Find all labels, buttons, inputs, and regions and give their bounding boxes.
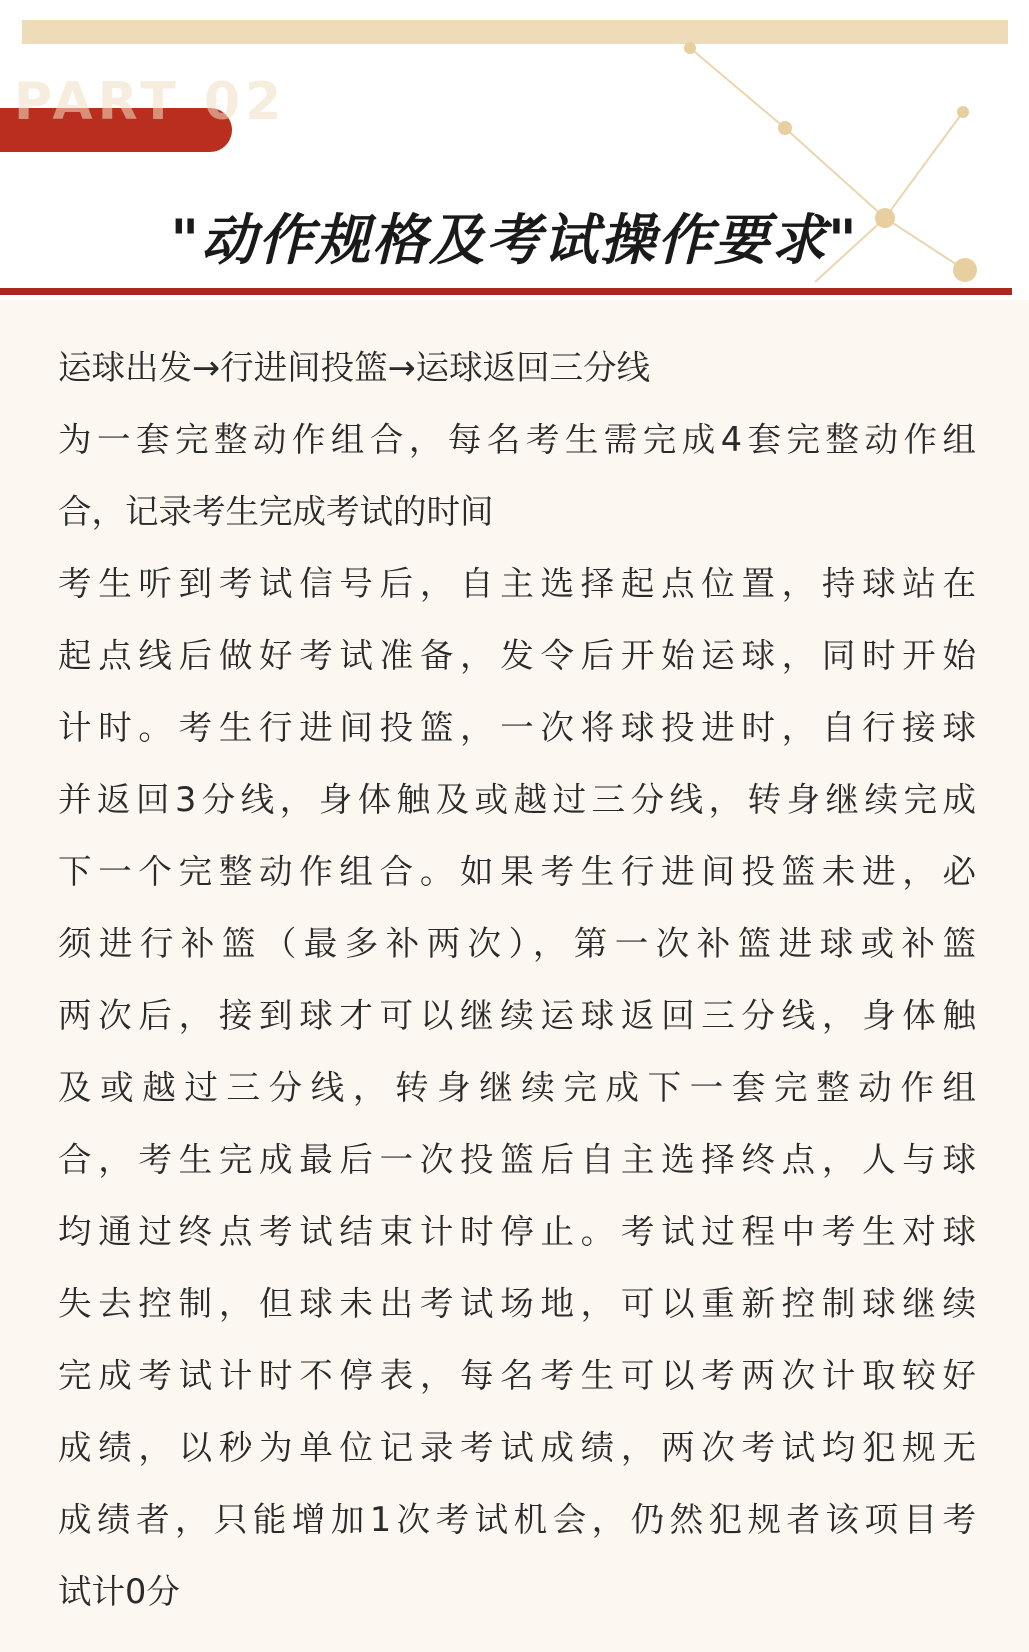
text-line: 失去控制，但球未出考试场地，可以重新控制球继续 [58,1284,976,1323]
text-line: 完成考试计时不停表，每名考生可以考两次计取较好 [58,1356,976,1395]
body-text [58,332,976,1632]
text-line: 合，记录考生完成考试的时间 [58,492,494,531]
text-line: 试计0分 [58,1572,180,1611]
text-line: 两次后，接到球才可以继续运球返回三分线，身体触 [58,996,976,1035]
text-line: 考生听到考试信号后，自主选择起点位置，持球站在 [58,564,976,603]
text-line: 及或越过三分线，转身继续完成下一套完整动作组 [58,1068,976,1107]
text-line: 计时。考生行进间投篮，一次将球投进时，自行接球 [58,708,976,747]
text-line: 成绩，以秒为单位记录考试成绩，两次考试均犯规无 [58,1428,976,1467]
text-line: 均通过终点考试结束计时停止。考试过程中考生对球 [58,1212,976,1251]
text-line: 运球出发→行进间投篮→运球返回三分线 [58,348,651,387]
text-line: 为一套完整动作组合，每名考生需完成4套完整动作组 [58,420,976,459]
title-divider [0,288,1012,295]
text-line: 合，考生完成最后一次投篮后自主选择终点，人与球 [58,1140,976,1179]
text-line: 成绩者，只能增加1次考试机会，仍然犯规者该项目考 [58,1500,976,1539]
text-line: 起点线后做好考试准备，发令后开始运球，同时开始 [58,636,976,675]
header [0,0,1029,300]
part-label: PART 02 [14,72,287,132]
page-title: "动作规格及考试操作要求" [170,208,859,272]
text-line: 下一个完整动作组合。如果考生行进间投篮未进，必 [58,852,976,891]
text-line: 须进行补篮（最多补两次），第一次补篮进球或补篮 [58,924,976,963]
text-line: 并返回3分线，身体触及或越过三分线，转身继续完成 [58,780,976,819]
